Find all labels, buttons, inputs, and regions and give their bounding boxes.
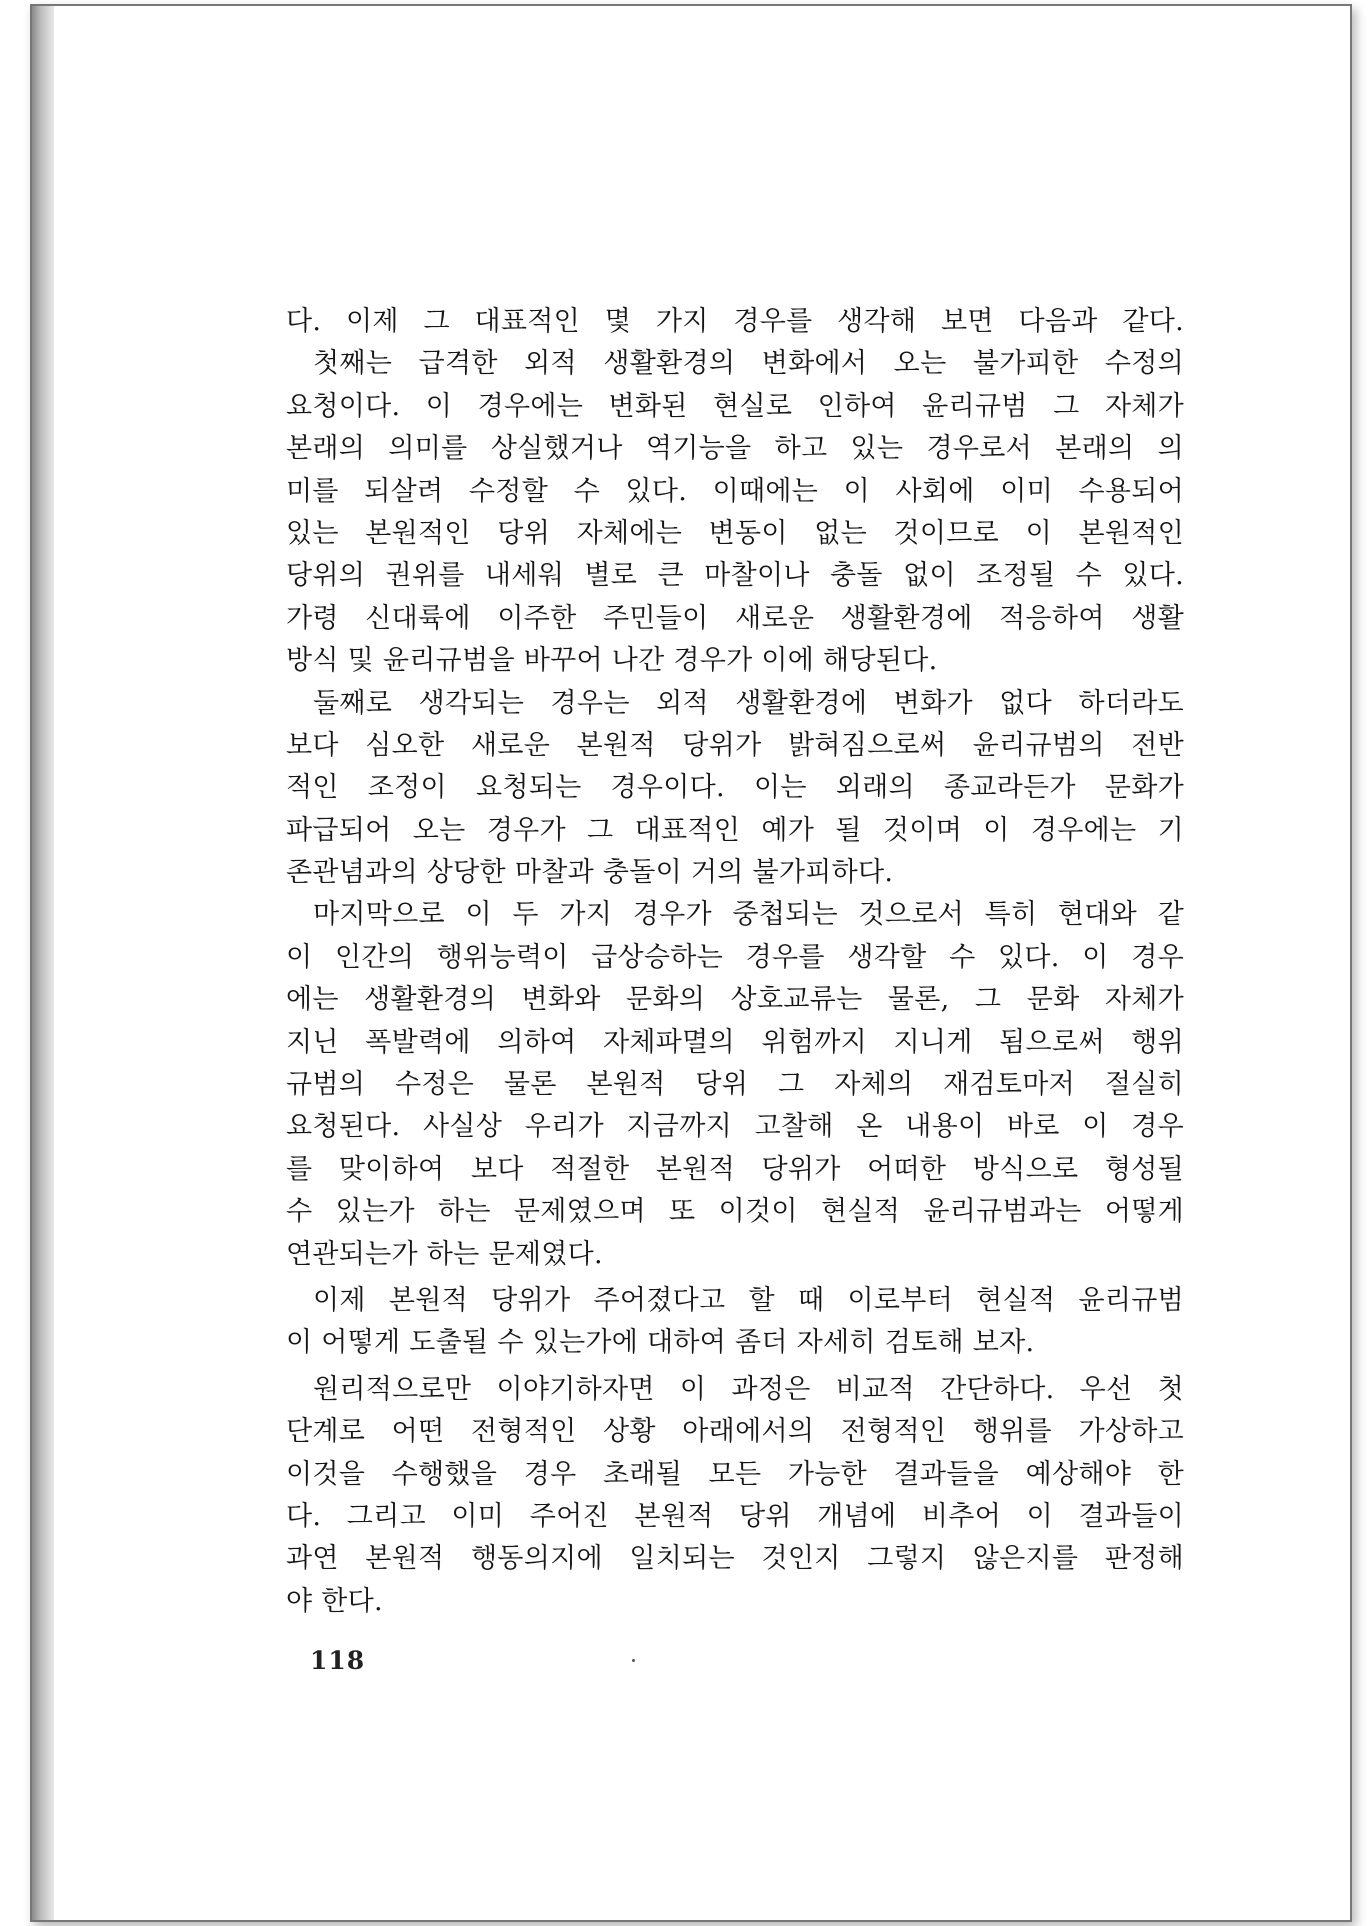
book-page (30, 4, 1352, 1922)
text-line: 본래의 의미를 상실했거나 역기능을 하고 있는 경우로서 본래의 의 (286, 433, 1184, 465)
text-line: 를 맞이하여 보다 적절한 본원적 당위가 어떠한 방식으로 형성될 (286, 1153, 1184, 1185)
text-line: 파급되어 오는 경우가 그 대표적인 예가 될 것이며 이 경우에는 기 (286, 814, 1184, 846)
text-line: 미를 되살려 수정할 수 있다. 이때에는 이 사회에 이미 수용되어 (286, 475, 1184, 507)
print-speck (632, 1659, 635, 1662)
text-line: 다. 그리고 이미 주어진 본원적 당위 개념에 비추어 이 결과들이 (286, 1500, 1184, 1532)
text-line: 이 어떻게 도출될 수 있는가에 대하여 좀더 자세히 검토해 보자. (286, 1327, 1035, 1359)
text-line: 마지막으로 이 두 가지 경우가 중첩되는 것으로서 특히 현대와 같 (313, 899, 1184, 931)
text-line: 야 한다. (286, 1585, 383, 1617)
text-line: 단계로 어떤 전형적인 상황 아래에서의 전형적인 행위를 가상하고 (286, 1416, 1184, 1448)
text-line: 다. 이제 그 대표적인 몇 가지 경우를 생각해 보면 다음과 같다. (286, 306, 1184, 337)
text-line: 둘째로 생각되는 경우는 외적 생활환경에 변화가 없다 하더라도 (313, 687, 1184, 719)
text-line: 연관되는가 하는 문제였다. (286, 1238, 603, 1270)
text-line: 적인 조정이 요청되는 경우이다. 이는 외래의 종교라든가 문화가 (286, 772, 1184, 804)
text-line: 보다 심오한 새로운 본원적 당위가 밝혀짐으로써 윤리규범의 전반 (286, 729, 1184, 761)
text-line: 첫째는 급격한 외적 생활환경의 변화에서 오는 불가피한 수정의 (313, 348, 1184, 380)
text-line: 가령 신대륙에 이주한 주민들이 새로운 생활환경에 적응하여 생활 (286, 602, 1184, 634)
text-line: 이것을 수행했을 경우 초래될 모든 가능한 결과들을 예상해야 한 (286, 1458, 1184, 1490)
text-line: 규범의 수정은 물론 본원적 당위 그 자체의 재검토마저 절실히 (286, 1069, 1184, 1101)
text-line: 지닌 폭발력에 의하여 자체파멸의 위험까지 지니게 됨으로써 행위 (286, 1026, 1184, 1058)
text-line: 과연 본원적 행동의지에 일치되는 것인지 그렇지 않은지를 판정해 (286, 1543, 1184, 1575)
body-text (286, 301, 1184, 1623)
text-line: 원리적으로만 이야기하자면 이 과정은 비교적 간단하다. 우선 첫 (313, 1373, 1184, 1405)
text-line: 요청된다. 사실상 우리가 지금까지 고찰해 온 내용이 바로 이 경우 (286, 1111, 1184, 1143)
text-line: 이 인간의 행위능력이 급상승하는 경우를 생각할 수 있다. 이 경우 (286, 941, 1184, 973)
text-line: 방식 및 윤리규범을 바꾸어 나간 경우가 이에 해당된다. (286, 645, 938, 677)
text-line: 이제 본원적 당위가 주어졌다고 할 때 이로부터 현실적 윤리규범 (313, 1284, 1184, 1316)
text-line: 요청이다. 이 경우에는 변화된 현실로 인하여 윤리규범 그 자체가 (286, 390, 1184, 422)
text-line: 존관념과의 상당한 마찰과 충돌이 거의 불가피하다. (286, 857, 894, 889)
text-line: 에는 생활환경의 변화와 문화의 상호교류는 물론, 그 문화 자체가 (286, 984, 1184, 1016)
text-line: 있는 본원적인 당위 자체에는 변동이 없는 것이므로 이 본원적인 (286, 517, 1184, 549)
text-line: 당위의 권위를 내세워 별로 큰 마찰이나 충돌 없이 조정될 수 있다. (286, 560, 1184, 592)
page-spine-shadow (32, 6, 54, 1920)
page-number: 118 (310, 1646, 366, 1675)
text-line: 수 있는가 하는 문제였으며 또 이것이 현실적 윤리규범과는 어떻게 (286, 1196, 1184, 1228)
